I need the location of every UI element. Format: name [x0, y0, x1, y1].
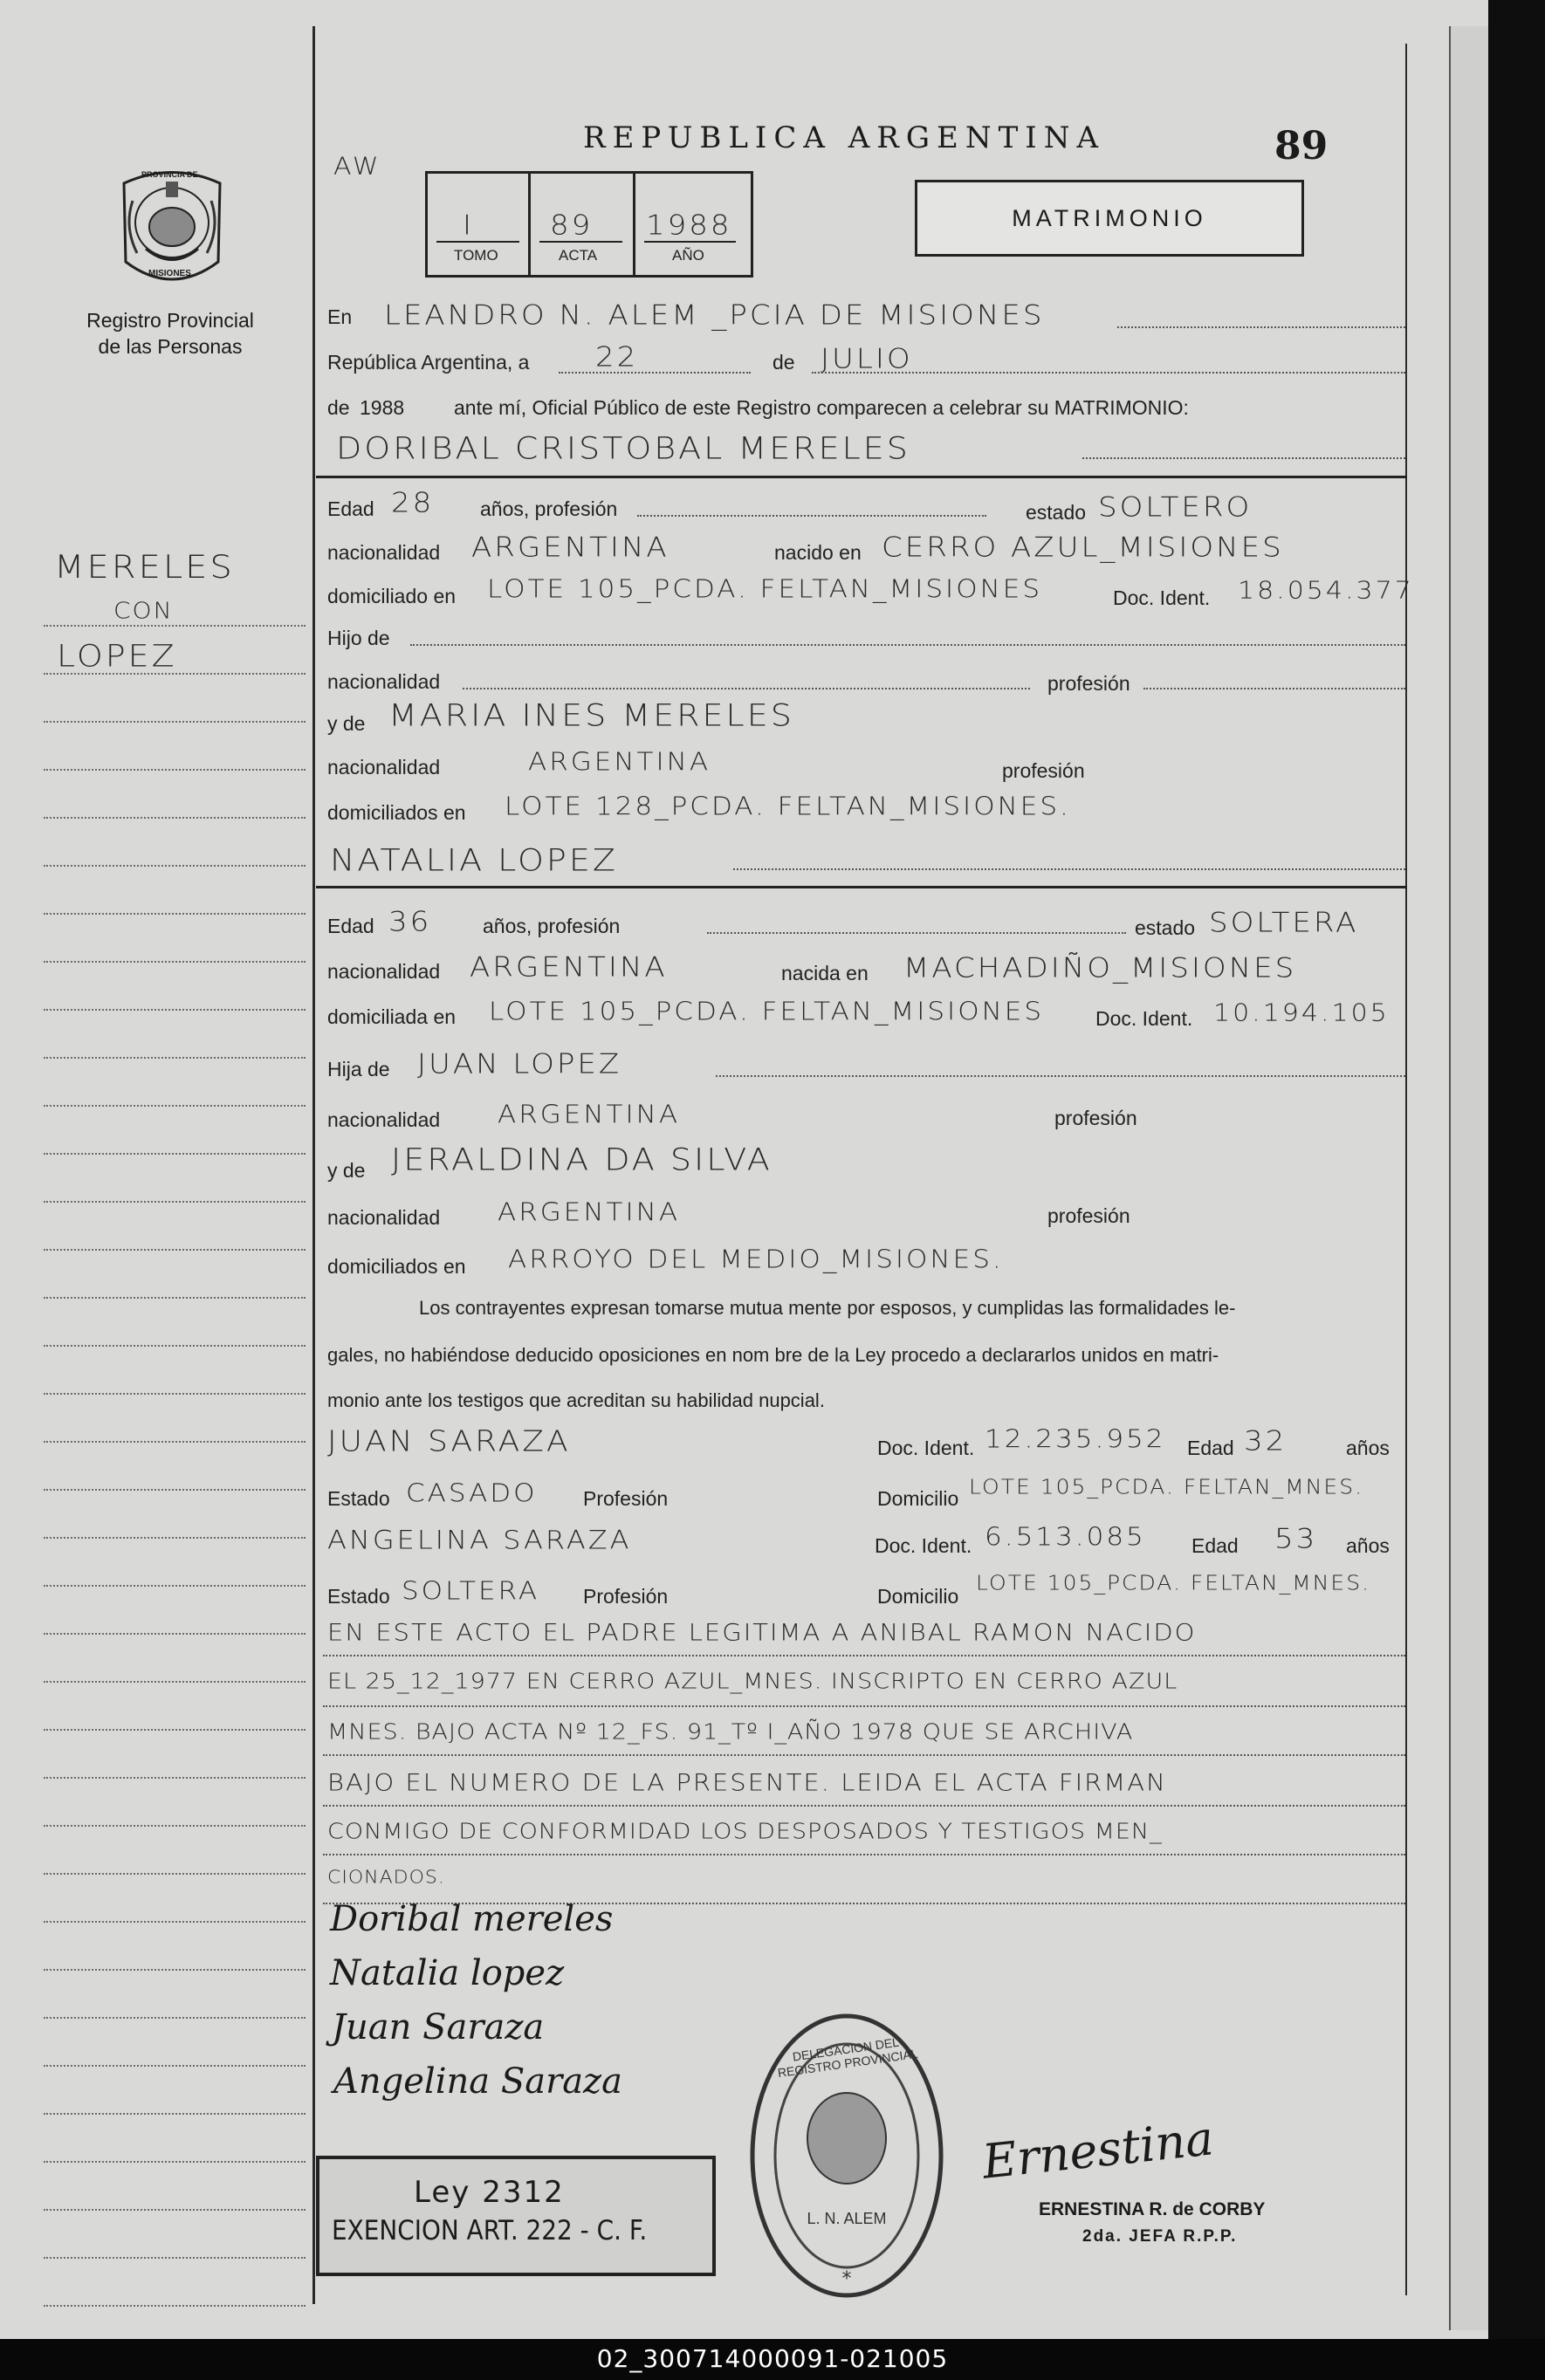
- page-edge: [1449, 26, 1490, 2330]
- margin-note-line1: MERELES: [54, 548, 235, 586]
- witness2-age: 53: [1274, 1523, 1318, 1555]
- note-ruled-line: [323, 1655, 1405, 1656]
- republica-label: República Argentina, a: [327, 351, 530, 374]
- signature-bride: Natalia lopez: [330, 1953, 565, 1993]
- bride-rule: [316, 886, 1407, 888]
- month: JULIO: [821, 343, 913, 375]
- witness2-edad-label: Edad: [1191, 1534, 1239, 1557]
- witness2-domicilio-label: Domicilio: [877, 1585, 959, 1608]
- exemption-stamp: [316, 2156, 716, 2276]
- witness2-doc-label: Doc. Ident.: [875, 1534, 972, 1557]
- margin-ruled-line: [44, 1393, 306, 1395]
- groom-birthplace: CERRO AZUL_MISIONES: [882, 532, 1284, 564]
- note-line3: MNES. BAJO ACTA Nº 12_FS. 91_Tº I_AÑO 1978 QUE SE ARCHIVA: [327, 1719, 1134, 1745]
- emblem-bottom-text: MISIONES: [148, 269, 191, 278]
- image-code: 02_300714000091-021005: [596, 2344, 949, 2373]
- margin-ruled-line: [44, 721, 306, 723]
- document-type-box: [915, 180, 1304, 257]
- bride-hija-label: Hija de: [327, 1058, 390, 1080]
- witness1-name: JUAN SARAZA: [327, 1425, 571, 1458]
- margin-ruled-line: [44, 1345, 306, 1347]
- year: 1988: [360, 396, 405, 419]
- bride-age: 36: [388, 906, 432, 938]
- groom-nacido-label: nacido en: [774, 541, 862, 564]
- page-number: 89: [1274, 124, 1329, 168]
- svg-text:*: *: [841, 2268, 852, 2290]
- bride-nacionalidad: ARGENTINA: [470, 951, 668, 984]
- witness2-doc: 6.513.085: [985, 1522, 1146, 1552]
- margin-ruled-line: [44, 1681, 306, 1683]
- groom-mother: MARIA INES MERELES: [388, 697, 794, 733]
- tomo-label: TOMO: [454, 247, 498, 264]
- declaration-line1: Los contrayentes expresan tomarse mutua mente por esposos, y cumplidas las formalidades le-: [419, 1297, 1236, 1319]
- note-line2: EL 25_12_1977 EN CERRO AZUL_MNES. INSCRIPTO EN CERRO AZUL: [327, 1669, 1178, 1694]
- bride-father-nac: ARGENTINA: [498, 1100, 681, 1129]
- bride-mother-prof-label: profesión: [1047, 1204, 1130, 1227]
- signature-groom: Doribal mereles: [330, 1899, 614, 1939]
- day: 22: [595, 341, 639, 374]
- margin-ruled-line: [44, 1969, 306, 1971]
- note-line5: CONMIGO DE CONFORMIDAD LOS DESPOSADOS Y TESTIGOS MEN_: [327, 1819, 1163, 1844]
- margin-ruled-line: [44, 673, 306, 675]
- groom-rule: [316, 476, 1407, 478]
- bride-father-prof-label: profesión: [1054, 1107, 1137, 1129]
- witness1-profesion-label: Profesión: [583, 1487, 669, 1510]
- groom-parents-dom: LOTE 128_PCDA. FELTAN_MISIONES.: [505, 792, 1071, 821]
- seal-ring-text: DELEGACION DEL REGISTRO PROVINCIAL: [776, 2034, 919, 2081]
- acta-label: ACTA: [559, 247, 598, 264]
- groom-doc: 18.054.377: [1238, 576, 1414, 605]
- groom-edad-label: Edad: [327, 497, 374, 520]
- bride-domicilio-label: domiciliada en: [327, 1005, 457, 1028]
- form-right-border: [1405, 44, 1407, 2295]
- signature-witness1: Juan Saraza: [332, 2007, 545, 2047]
- groom-hijo-label: Hijo de: [327, 627, 390, 649]
- margin-ruled-line: [44, 1105, 306, 1107]
- bride-estado-label: estado: [1135, 916, 1196, 939]
- margin-ruled-line: [44, 1921, 306, 1923]
- witness1-age: 32: [1244, 1425, 1288, 1457]
- bride-nacida-label: nacida en: [781, 962, 869, 984]
- document-type: MATRIMONIO: [1012, 205, 1207, 231]
- official-title: 2da. JEFA R.P.P.: [1082, 2227, 1238, 2246]
- form-left-border: [312, 26, 315, 2304]
- margin-ruled-line: [44, 1057, 306, 1059]
- witness1-anios-label: años: [1346, 1437, 1390, 1459]
- margin-ruled-line: [44, 1201, 306, 1203]
- provincial-emblem: [115, 166, 229, 292]
- margin-ruled-line: [44, 961, 306, 963]
- witness2-profesion-label: Profesión: [583, 1585, 669, 1608]
- groom-domicilio: LOTE 105_PCDA. FELTAN_MISIONES: [487, 574, 1043, 604]
- margin-ruled-line: [44, 625, 306, 627]
- margin-ruled-line: [44, 769, 306, 771]
- margin-ruled-line: [44, 1729, 306, 1731]
- tomo-value: I: [463, 209, 475, 242]
- groom-anios-profesion: años, profesión: [480, 497, 618, 520]
- emblem-top-text: PROVINCIA DE: [141, 170, 198, 179]
- witness2-anios-label: años: [1346, 1534, 1390, 1557]
- bride-father-nac-label: nacionalidad: [327, 1108, 441, 1131]
- groom-estado: SOLTERO: [1098, 491, 1253, 524]
- groom-father-prof-label: profesión: [1047, 672, 1130, 695]
- groom-age: 28: [391, 487, 435, 519]
- year-prefix: de: [327, 396, 350, 419]
- witness2-estado-label: Estado: [327, 1585, 390, 1608]
- bride-mother-nac-label: nacionalidad: [327, 1206, 441, 1229]
- witness1-doc: 12.235.952: [985, 1424, 1166, 1454]
- witness1-edad-label: Edad: [1187, 1437, 1234, 1459]
- groom-estado-label: estado: [1026, 501, 1087, 524]
- groom-yde-label: y de: [327, 712, 366, 735]
- margin-ruled-line: [44, 2017, 306, 2019]
- margin-ruled-line: [44, 1489, 306, 1491]
- de-label: de: [772, 351, 795, 374]
- witness1-domicilio-label: Domicilio: [877, 1487, 959, 1510]
- margin-ruled-line: [44, 1633, 306, 1635]
- margin-ruled-line: [44, 1249, 306, 1251]
- binding-shadow: [1488, 0, 1545, 2380]
- groom-nacionalidad: ARGENTINA: [471, 532, 670, 564]
- witness2-domicilio: LOTE 105_PCDA. FELTAN_MNES.: [976, 1571, 1371, 1595]
- margin-ruled-line: [44, 1441, 306, 1443]
- groom-doc-label: Doc. Ident.: [1113, 586, 1211, 609]
- stamp-line2: EXENCION ART. 222 - C. F.: [332, 2215, 648, 2246]
- bride-mother: JERALDINA DA SILVA: [391, 1142, 772, 1177]
- witness1-estado: CASADO: [406, 1478, 538, 1508]
- groom-nacionalidad-label: nacionalidad: [327, 541, 441, 564]
- acta-value: 89: [550, 209, 594, 242]
- bride-nacionalidad-label: nacionalidad: [327, 960, 441, 983]
- note-line6: CIONADOS.: [327, 1868, 445, 1888]
- bride-doc: 10.194.105: [1213, 998, 1390, 1027]
- bride-mother-nac: ARGENTINA: [498, 1197, 681, 1227]
- registry-name: Registro Provincial de las Personas: [86, 309, 254, 358]
- bride-yde-label: y de: [327, 1159, 366, 1182]
- bride-parents-dom-label: domiciliados en: [327, 1255, 466, 1278]
- margin-ruled-line: [44, 865, 306, 867]
- groom-mother-nac-label: nacionalidad: [327, 756, 441, 778]
- official-name: ERNESTINA R. de CORBY: [1039, 2199, 1266, 2219]
- margin-ruled-line: [44, 913, 306, 915]
- note-line1: EN ESTE ACTO EL PADRE LEGITIMA A ANIBAL RAMON NACIDO: [327, 1618, 1197, 1646]
- note-ruled-line: [323, 1805, 1405, 1807]
- groom-parents-dom-label: domiciliados en: [327, 801, 466, 824]
- witness2-name: ANGELINA SARAZA: [327, 1525, 632, 1555]
- note-ruled-line: [323, 1854, 1405, 1855]
- en-label: En: [327, 305, 353, 328]
- groom-mother-prof-label: profesión: [1002, 759, 1085, 782]
- margin-ruled-line: [44, 2209, 306, 2211]
- place: LEANDRO N. ALEM _PCIA DE MISIONES: [384, 299, 1045, 332]
- reference-box: [425, 171, 753, 278]
- bride-parents-dom: ARROYO DEL MEDIO_MISIONES.: [508, 1245, 1004, 1274]
- margin-ruled-line: [44, 817, 306, 819]
- margin-ruled-line: [44, 2305, 306, 2307]
- note-ruled-line: [323, 1754, 1405, 1756]
- margin-ruled-line: [44, 1297, 306, 1299]
- bride-edad-label: Edad: [327, 915, 374, 937]
- margin-ruled-line: [44, 1825, 306, 1827]
- anio-label: AÑO: [672, 247, 704, 264]
- declaration-line2: gales, no habiéndose deducido oposiciones en nom bre de la Ley procedo a declararlos unidos en matri-: [327, 1344, 1219, 1366]
- bride-anios-profesion: años, profesión: [483, 915, 621, 937]
- margin-ruled-line: [44, 1009, 306, 1011]
- groom-domicilio-label: domiciliado en: [327, 585, 457, 607]
- country-title: REPUBLICA ARGENTINA: [583, 120, 1106, 155]
- anio-value: 1988: [646, 209, 732, 242]
- witness2-estado: SOLTERA: [402, 1576, 540, 1606]
- registry-seal: [746, 2007, 947, 2304]
- margin-ruled-line: [44, 1153, 306, 1155]
- stamp-line1: Ley 2312: [414, 2175, 565, 2210]
- margin-ruled-line: [44, 1777, 306, 1779]
- note-ruled-line: [323, 1705, 1405, 1707]
- groom-mother-nac: ARGENTINA: [528, 747, 711, 777]
- groom-name: DORIBAL CRISTOBAL MERELES: [336, 430, 910, 466]
- margin-ruled-line: [44, 2113, 306, 2115]
- margin-note-line2: CON: [113, 597, 174, 624]
- margin-note-line3: LOPEZ: [57, 638, 177, 674]
- margin-ruled-line: [44, 1585, 306, 1587]
- margin-ruled-line: [44, 1873, 306, 1875]
- bride-name: NATALIA LOPEZ: [330, 842, 618, 878]
- witness1-domicilio: LOTE 105_PCDA. FELTAN_MNES.: [969, 1475, 1364, 1499]
- bride-estado: SOLTERA: [1209, 907, 1359, 939]
- opening-statement: ante mí, Oficial Público de este Registro comparecen a celebrar su MATRIMONIO:: [454, 396, 1189, 419]
- corner-mark: AW: [333, 152, 381, 181]
- note-line4: BAJO EL NUMERO DE LA PRESENTE. LEIDA EL ACTA FIRMAN: [327, 1768, 1167, 1796]
- margin-ruled-line: [44, 2257, 306, 2259]
- margin-ruled-line: [44, 2161, 306, 2163]
- signature-official: Ernestina: [979, 2110, 1217, 2190]
- margin-ruled-line: [44, 2065, 306, 2067]
- witness1-estado-label: Estado: [327, 1487, 390, 1510]
- witness1-doc-label: Doc. Ident.: [877, 1437, 975, 1459]
- bride-doc-label: Doc. Ident.: [1095, 1007, 1193, 1030]
- signature-witness2: Angelina Saraza: [333, 2061, 622, 2102]
- bride-birthplace: MACHADIÑO_MISIONES: [903, 952, 1297, 984]
- bride-father: JUAN LOPEZ: [417, 1048, 622, 1080]
- bride-domicilio: LOTE 105_PCDA. FELTAN_MISIONES: [489, 997, 1045, 1026]
- groom-father-nac-label: nacionalidad: [327, 670, 441, 693]
- seal-bottom-text: L. N. ALEM: [807, 2210, 887, 2227]
- margin-ruled-line: [44, 1537, 306, 1539]
- declaration-line3: monio ante los testigos que acreditan su habilidad nupcial.: [327, 1389, 825, 1411]
